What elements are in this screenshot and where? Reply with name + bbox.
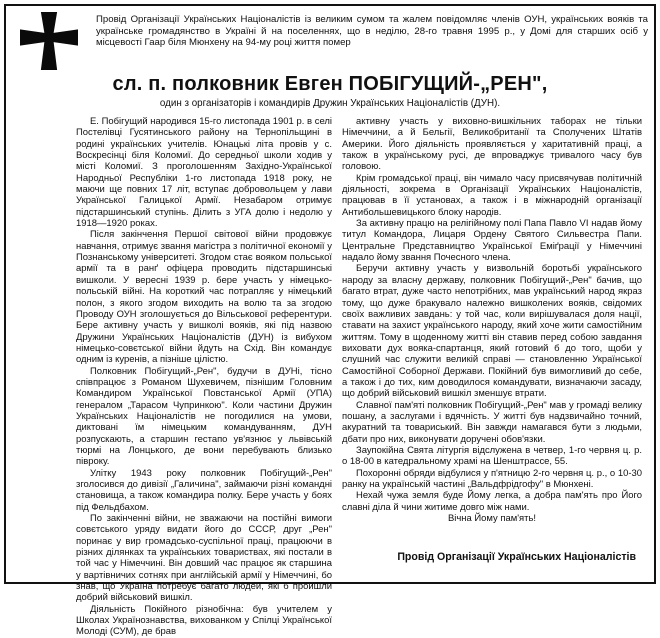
paragraph: Улітку 1943 року полковник Побігущий-„Рен" зголосився до дивізії „Галичина", займаючи різні командні становища, а також командира полку. Бере участь у боях під Фельдбахом. (76, 467, 332, 513)
right-column (342, 116, 642, 524)
obituary-headline: сл. п. полковник Евген ПОБІГУЩИЙ-„РЕН", (112, 73, 548, 95)
paragraph: По закінченні війни, не зважаючи на постійні вимоги совєтського уряду видати його до СССР, друг „Рен" поринає у вир громадсько-суспільної праці, працюючи в різних ділянках та українських товариствах, які постали в той час у Німеччині. Він довший час працює як старшина у вартівничих сотнях при англійській армії у Німеччині, бо знав, що Україна потребує багато людей, які б пройшли добрий військовий вишкіл. (76, 513, 332, 604)
paragraph: Беручи активну участь у визвольній боротьбі українського народу за власну державу, полковник Побігущий-„Рен" бачив, що багато втрат, дуже часто непотрібних, мав український народ якраз тому, що дуже бракувало належно вишколених вояків, свідомих своїх важливих завдань: у той час, коли вирішувалася доля нації, ставати на захист українського народу, який хоче жити самостійним життям. Тому в щоденному житті він ставив перед собою завдання виховати дух вояка-спартанця, який готовий б до того, щоби у слушний час служити великій справі — становленню Української Самостійної Соборної Держави. Покійний був вимогливий до себе, а також і до тих, ким доводилося командувати, визначаючи засаду, що добрий військовий вишкіл зменшує втрати. (342, 263, 642, 400)
paragraph: Славної пам'яті полковник Побігущий-„Рен" мав у громаді велику пошану, а заслугами і вдячність. У житті був надзвичайно точний, акуратний та товариський. Він завжди намагався бути з людьми, дбати про них, виконувати доручені обов'язки. (342, 399, 642, 445)
paragraph: За активну працю на релігійному полі Папа Павло VI надав йому титул Командора, Лицаря Ордену Святого Сильвестра Папи. Центральне Представництво Української Еміґрації у Німеччині надало йому звання Почесного члена. (342, 218, 642, 264)
closing-line: Вічна Йому пам'ять! (448, 513, 536, 525)
paragraph: Заупокійна Свята літургія відслужена в четвер, 1-го червня ц. р. о 18-00 в катедральному храмі на Шенштрассе, 55. (342, 444, 642, 468)
paragraph: Е. Побігущий народився 15-го листопада 1901 р. в селі Постелівці Гусятинського району на Тернопільщині в родині українських учителів. Юнацькі літа провів у с. Воскресінці біля Коломиї. До середньої школи ходив у місті Коломиї. З проголошенням Західно-Української Народньої Республіки 1-го листопада 1918 року, не маючи ще повних 17 літ, вступає добровольцем у лави Української Галицької Армії. Незабаром отримує підстаршинський ступінь. Ділить з УГА долю і недолю у 1918—1920 роках. (76, 116, 332, 230)
paragraph: Діяльність Покійного різнобічна: був учителем у Школах Українознавства, вихованком у Спілці Української Молоді (СУМ), де брав (76, 603, 332, 638)
death-notice: Провід Організації Українських Націоналістів із великим сумом та жалем повідомляє членів ОУН, українських вояків та українське громадянство в Україні й на поселеннях, що в неділю, 28-го травня 1995 р., у Домі для старших осіб у місцевості Гаар біля Мюнхену на 94-му році життя помер (96, 14, 648, 49)
paragraph: Після закінчення Першої світової війни продовжує навчання, отримує звання магістра з політичної економії у Познанському університеті. Згодом стає вояком польської армії та в ранґ офіцера проводить підстаршинські вишколи. У вересні 1939 р. бере участь у німецько-польській війні. На короткий час потрапляє у німецький полон, з якого згодом виходить на волю та за згодою Проводу ОУН зголошується до Вільськової референтури. Бере активну участь у вишколі вояків, які під назвою Дружини Українських Націоналістів (ДУН) із вибухом німецько-совєтської війни йдуть на Схід. Він командує одним із куренів, а пізніше цілістю. (76, 229, 332, 366)
obituary-page (4, 4, 656, 638)
paragraph: Полковник Побігущий-„Рен", будучи в ДУНі, тісно співпрацює з Романом Шухевичем, пізнішим Головним Командиром Української Повстанської Армії (УПА) генералом „Тарасом Чупринкою". Коли частини Дружин Українських Націоналістів не погодилися на умови, диктовані їм німецьким командуванням, ДУН розпускають, а старшин гестапо ув'язнює у львівській тюрмі на Лонцького, де вони перебувають близько півроку. (76, 365, 332, 468)
black-cross-icon (20, 12, 78, 70)
paragraph: Похоронні обряди відбулися у п'ятницю 2-го червня ц. р., о 10-30 ранку на українській частині „Вальдфрідгофу" в Мюнхені. (342, 467, 642, 490)
paragraph: активну участь у виховно-вишкільних таборах не тільки Німеччини, а й Бельгії, Великобританії та Сполучених Штатів Америки. Його діяльність проявляється у харитативній праці, а також в українському русі, де впроваджує тривалого часу був головою. (342, 116, 642, 173)
paragraph: Крім громадської праці, він чимало часу присвячував політичній діяльності, зокрема в Організації Українських Націоналістів, працював в її установах, а також і в міжнародній організації Антибольшевицького блоку народів. (342, 172, 642, 218)
signature: Провід Організації Українських Націоналістів (397, 551, 636, 563)
obituary-subtitle: один з організаторів і командирів Дружин Українських Націоналістів (ДУН). (159, 98, 501, 109)
paragraph: Нехай чужа земля буде Йому легка, а добра пам'ять про Його славні діла й чини житиме довго між нами. (342, 490, 642, 513)
left-column (76, 116, 332, 638)
